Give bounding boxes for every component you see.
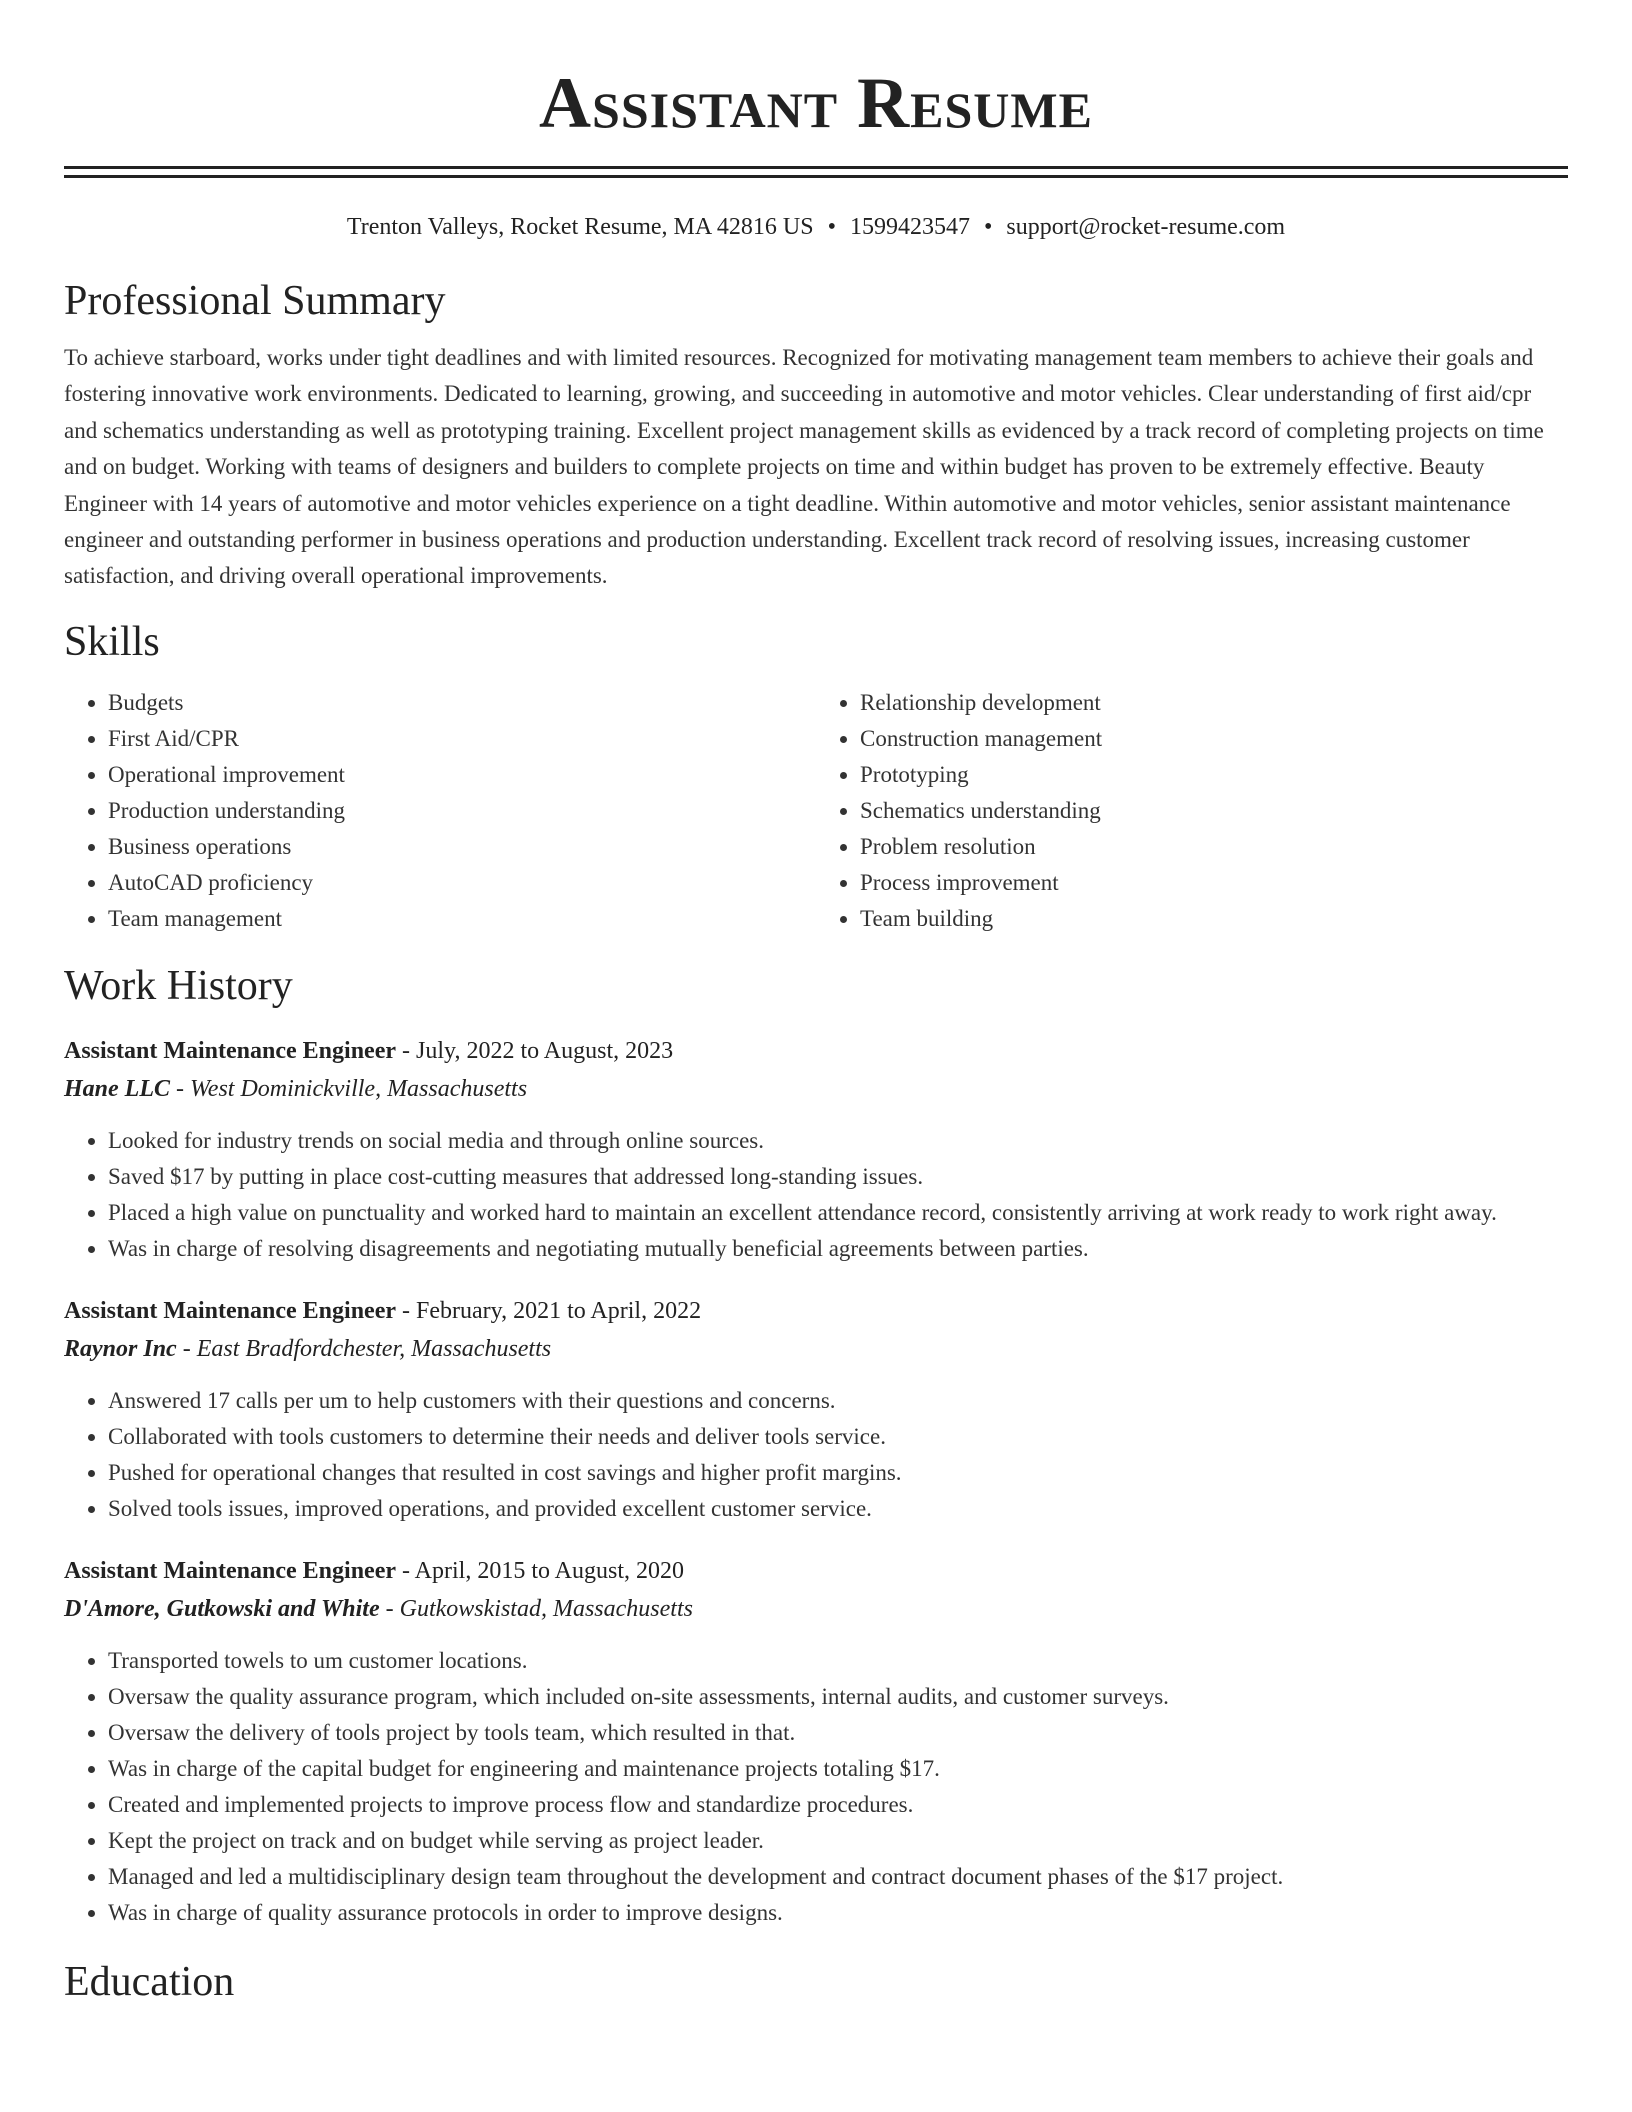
job-bullets: [64, 1383, 1568, 1527]
contact-separator: •: [827, 214, 836, 240]
skill-item: • Business operations: [108, 829, 816, 865]
job-company-line: Hane LLC - West Dominickville, Massachusetts: [64, 1075, 528, 1102]
job-company-line: D'Amore, Gutkowski and White - Gutkowskistad, Massachusetts: [64, 1595, 693, 1622]
job-location: Gutkowskistad, Massachusetts: [399, 1595, 693, 1622]
job-bullet: • Saved $17 by putting in place cost-cutting measures that addressed long-standing issues.: [108, 1159, 1568, 1195]
job-bullet: • Was in charge of the capital budget for engineering and maintenance projects totaling $17.: [108, 1751, 1568, 1787]
job-dates: July, 2022 to August, 2023: [416, 1037, 674, 1064]
skill-item: • Team building: [860, 901, 1568, 937]
resume-page: [64, 0, 1568, 2007]
job-bullet: • Created and implemented projects to improve process flow and standardize procedures.: [108, 1787, 1568, 1823]
job-bullet: • Oversaw the quality assurance program, which included on-site assessments, internal audits, and customer surveys.: [108, 1679, 1568, 1715]
job-entry: [64, 1293, 1568, 1527]
job-title: Assistant Maintenance Engineer: [64, 1037, 396, 1064]
skills-heading: Skills: [64, 618, 160, 665]
job-company-line: Raynor Inc - East Bradfordchester, Massachusetts: [64, 1335, 552, 1362]
job-bullet: • Transported towels to um customer locations.: [108, 1643, 1568, 1679]
job-entry: [64, 1033, 1568, 1267]
skills-column-left: [64, 685, 816, 937]
job-title: Assistant Maintenance Engineer: [64, 1297, 396, 1324]
job-bullet: • Kept the project on track and on budget while serving as project leader.: [108, 1823, 1568, 1859]
job-bullets: [64, 1643, 1568, 1931]
skill-item: • Production understanding: [108, 793, 816, 829]
job-bullet: • Collaborated with tools customers to determine their needs and deliver tools service.: [108, 1419, 1568, 1455]
job-title-line: Assistant Maintenance Engineer - February, 2021 to April, 2022: [64, 1297, 702, 1324]
job-company: Hane LLC: [64, 1075, 170, 1102]
summary-text: To achieve starboard, works under tight deadlines and with limited resources. Recognized for motivating management team members to achieve their goals and fostering innovative work environments. Dedicated to learning, growing, and succeeding in automotive and motor vehicles. Clear understanding of first aid/cpr and schematics understanding as well as prototyping training. Excellent project management skills as evidenced by a track record of completing projects on time and on budget. Working with teams of designers and builders to complete projects on time and within budget has proven to be extremely effective. Beauty Engineer with 14 years of automotive and motor vehicles experience on a tight deadline. Within automotive and motor vehicles, senior assistant maintenance engineer and outstanding performer in business operations and production understanding. Excellent track record of resolving issues, increasing customer satisfaction, and driving overall operational improvements.: [64, 345, 1544, 589]
job-bullet: • Solved tools issues, improved operations, and provided excellent customer service.: [108, 1491, 1568, 1527]
skills-list: [64, 685, 1568, 937]
skill-item: • Construction management: [860, 721, 1568, 757]
skill-item: • Team management: [108, 901, 816, 937]
job-title-line: Assistant Maintenance Engineer - April, 2015 to August, 2020: [64, 1557, 685, 1584]
job-location: West Dominickville, Massachusetts: [190, 1075, 528, 1102]
job-dates: April, 2015 to August, 2020: [414, 1557, 685, 1584]
job-bullets: [64, 1123, 1568, 1267]
title-divider-top: [64, 166, 1568, 169]
job-bullet: • Managed and led a multidisciplinary design team throughout the development and contract document phases of the $17 project.: [108, 1859, 1568, 1895]
skill-item: • Problem resolution: [860, 829, 1568, 865]
work-history-heading: Work History: [64, 962, 293, 1009]
skill-item: • Prototyping: [860, 757, 1568, 793]
job-bullet: • Was in charge of resolving disagreements and negotiating mutually beneficial agreements between parties.: [108, 1231, 1568, 1267]
skill-item: • Operational improvement: [108, 757, 816, 793]
skill-item: • Process improvement: [860, 865, 1568, 901]
contact-phone: 1599423547: [850, 214, 970, 240]
contact-email[interactable]: support@rocket-resume.com: [1006, 214, 1286, 240]
skill-item: • AutoCAD proficiency: [108, 865, 816, 901]
job-bullet: • Pushed for operational changes that resulted in cost savings and higher profit margins.: [108, 1455, 1568, 1491]
job-bullet: • Was in charge of quality assurance protocols in order to improve designs.: [108, 1895, 1568, 1931]
skill-item: • Budgets: [108, 685, 816, 721]
summary-heading: Professional Summary: [64, 278, 446, 324]
education-heading: Education: [64, 1958, 235, 2005]
job-title-line: Assistant Maintenance Engineer - July, 2022 to August, 2023: [64, 1037, 674, 1064]
skills-column-right: [816, 685, 1568, 937]
job-bullet: • Placed a high value on punctuality and worked hard to maintain an excellent attendance record, consistently arriving at work ready to work right away.: [108, 1195, 1568, 1231]
contact-line: [64, 212, 1568, 242]
job-bullet: • Oversaw the delivery of tools project by tools team, which resulted in that.: [108, 1715, 1568, 1751]
job-dates: February, 2021 to April, 2022: [416, 1297, 702, 1324]
contact-separator: •: [984, 214, 993, 240]
contact-address: Trenton Valleys, Rocket Resume, MA 42816 US: [346, 214, 814, 240]
resume-title: Assistant Resume: [539, 63, 1093, 143]
job-location: East Bradfordchester, Massachusetts: [196, 1335, 552, 1362]
skill-item: • First Aid/CPR: [108, 721, 816, 757]
skill-item: • Relationship development: [860, 685, 1568, 721]
skill-item: • Schematics understanding: [860, 793, 1568, 829]
title-divider-bottom: [64, 175, 1568, 178]
job-company: Raynor Inc: [64, 1335, 177, 1362]
job-bullet: • Looked for industry trends on social media and through online sources.: [108, 1123, 1568, 1159]
job-entry: [64, 1553, 1568, 1931]
job-company: D'Amore, Gutkowski and White: [64, 1595, 380, 1622]
job-title: Assistant Maintenance Engineer: [64, 1557, 396, 1584]
job-bullet: • Answered 17 calls per um to help customers with their questions and concerns.: [108, 1383, 1568, 1419]
